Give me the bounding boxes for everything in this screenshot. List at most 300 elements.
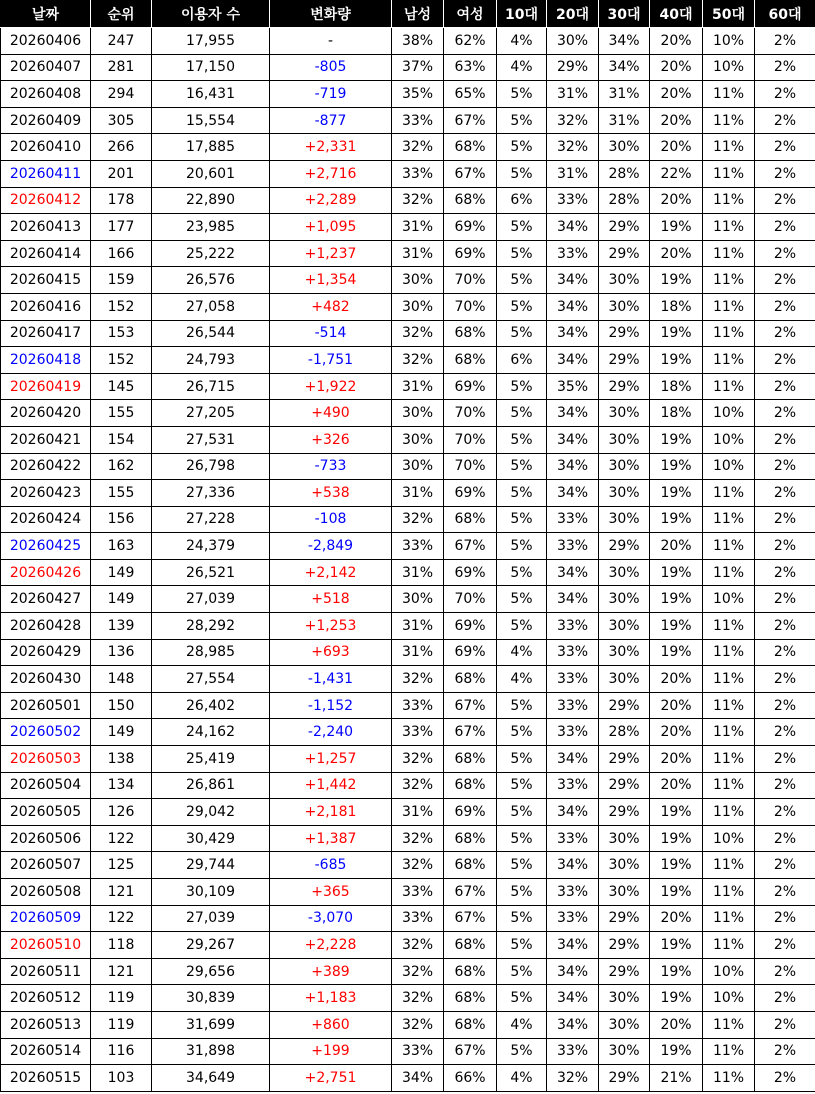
female-cell: 70% bbox=[444, 426, 497, 453]
age-50-cell: 10% bbox=[703, 426, 755, 453]
age-40-cell: 18% bbox=[650, 400, 703, 427]
table-row bbox=[1, 559, 815, 586]
male-cell: 33% bbox=[392, 905, 444, 932]
table-body bbox=[1, 28, 815, 1092]
date-cell: 20260503 bbox=[1, 746, 91, 773]
age-50-cell: 11% bbox=[703, 373, 755, 400]
users-cell: 30,839 bbox=[152, 985, 270, 1012]
table-row bbox=[1, 1065, 815, 1092]
age-50-cell: 11% bbox=[703, 905, 755, 932]
table-row bbox=[1, 825, 815, 852]
rank-cell: 266 bbox=[91, 134, 152, 161]
age-60-cell: 2% bbox=[755, 825, 815, 852]
age-60-cell: 2% bbox=[755, 533, 815, 560]
age-20-cell: 32% bbox=[547, 107, 599, 134]
age-60-cell: 2% bbox=[755, 985, 815, 1012]
rank-cell: 294 bbox=[91, 81, 152, 108]
age-20-cell: 33% bbox=[547, 772, 599, 799]
age-30-cell: 29% bbox=[599, 746, 650, 773]
table-row bbox=[1, 400, 815, 427]
users-cell: 29,744 bbox=[152, 852, 270, 879]
male-cell: 32% bbox=[392, 772, 444, 799]
date-cell: 20260501 bbox=[1, 692, 91, 719]
age-30-cell: 30% bbox=[599, 400, 650, 427]
age-40-cell: 22% bbox=[650, 160, 703, 187]
date-cell: 20260419 bbox=[1, 373, 91, 400]
age-50-cell: 11% bbox=[703, 799, 755, 826]
users-cell: 27,554 bbox=[152, 666, 270, 693]
female-cell: 68% bbox=[444, 958, 497, 985]
change-cell: -1,751 bbox=[270, 347, 392, 374]
male-cell: 31% bbox=[392, 559, 444, 586]
age-10-cell: 5% bbox=[497, 533, 547, 560]
age-30-cell: 30% bbox=[599, 1038, 650, 1065]
age-50-cell: 11% bbox=[703, 639, 755, 666]
rank-cell: 305 bbox=[91, 107, 152, 134]
date-cell: 20260514 bbox=[1, 1038, 91, 1065]
age-10-cell: 5% bbox=[497, 825, 547, 852]
users-cell: 17,885 bbox=[152, 134, 270, 161]
age-50-cell: 11% bbox=[703, 746, 755, 773]
users-cell: 27,058 bbox=[152, 293, 270, 320]
header-date: 날짜 bbox=[1, 1, 91, 28]
rank-cell: 122 bbox=[91, 905, 152, 932]
rank-cell: 149 bbox=[91, 586, 152, 613]
users-cell: 17,955 bbox=[152, 28, 270, 55]
age-50-cell: 11% bbox=[703, 134, 755, 161]
change-cell: -514 bbox=[270, 320, 392, 347]
age-50-cell: 11% bbox=[703, 214, 755, 241]
change-cell: +693 bbox=[270, 639, 392, 666]
change-cell: +1,253 bbox=[270, 613, 392, 640]
change-cell: +389 bbox=[270, 958, 392, 985]
change-cell: -877 bbox=[270, 107, 392, 134]
male-cell: 30% bbox=[392, 453, 444, 480]
date-cell: 20260411 bbox=[1, 160, 91, 187]
date-cell: 20260409 bbox=[1, 107, 91, 134]
age-30-cell: 29% bbox=[599, 347, 650, 374]
table-row bbox=[1, 639, 815, 666]
age-30-cell: 28% bbox=[599, 187, 650, 214]
users-cell: 20,601 bbox=[152, 160, 270, 187]
age-50-cell: 11% bbox=[703, 559, 755, 586]
age-20-cell: 34% bbox=[547, 799, 599, 826]
date-cell: 20260418 bbox=[1, 347, 91, 374]
change-cell: +860 bbox=[270, 1011, 392, 1038]
age-10-cell: 5% bbox=[497, 506, 547, 533]
age-40-cell: 19% bbox=[650, 480, 703, 507]
change-cell: -1,431 bbox=[270, 666, 392, 693]
users-cell: 25,222 bbox=[152, 240, 270, 267]
rank-cell: 153 bbox=[91, 320, 152, 347]
age-30-cell: 29% bbox=[599, 533, 650, 560]
age-30-cell: 30% bbox=[599, 559, 650, 586]
date-cell: 20260502 bbox=[1, 719, 91, 746]
age-10-cell: 5% bbox=[497, 293, 547, 320]
age-40-cell: 20% bbox=[650, 692, 703, 719]
age-30-cell: 30% bbox=[599, 453, 650, 480]
age-50-cell: 11% bbox=[703, 81, 755, 108]
table-row bbox=[1, 373, 815, 400]
date-cell: 20260509 bbox=[1, 905, 91, 932]
age-60-cell: 2% bbox=[755, 426, 815, 453]
change-cell: +490 bbox=[270, 400, 392, 427]
age-60-cell: 2% bbox=[755, 666, 815, 693]
age-40-cell: 19% bbox=[650, 426, 703, 453]
age-50-cell: 10% bbox=[703, 985, 755, 1012]
age-60-cell: 2% bbox=[755, 506, 815, 533]
age-30-cell: 30% bbox=[599, 852, 650, 879]
users-cell: 27,531 bbox=[152, 426, 270, 453]
age-30-cell: 30% bbox=[599, 586, 650, 613]
users-cell: 25,419 bbox=[152, 746, 270, 773]
table-row bbox=[1, 214, 815, 241]
age-40-cell: 20% bbox=[650, 772, 703, 799]
rank-cell: 121 bbox=[91, 879, 152, 906]
date-cell: 20260407 bbox=[1, 54, 91, 81]
age-30-cell: 30% bbox=[599, 134, 650, 161]
rank-cell: 119 bbox=[91, 1011, 152, 1038]
age-20-cell: 33% bbox=[547, 692, 599, 719]
table-row bbox=[1, 799, 815, 826]
change-cell: +326 bbox=[270, 426, 392, 453]
age-10-cell: 5% bbox=[497, 985, 547, 1012]
table-row bbox=[1, 347, 815, 374]
age-60-cell: 2% bbox=[755, 81, 815, 108]
male-cell: 31% bbox=[392, 639, 444, 666]
age-50-cell: 10% bbox=[703, 400, 755, 427]
age-20-cell: 34% bbox=[547, 347, 599, 374]
age-20-cell: 34% bbox=[547, 852, 599, 879]
table-row bbox=[1, 958, 815, 985]
age-50-cell: 11% bbox=[703, 1038, 755, 1065]
table-row bbox=[1, 613, 815, 640]
users-cell: 27,039 bbox=[152, 905, 270, 932]
rank-cell: 163 bbox=[91, 533, 152, 560]
age-20-cell: 33% bbox=[547, 506, 599, 533]
table-row bbox=[1, 480, 815, 507]
female-cell: 69% bbox=[444, 373, 497, 400]
rank-cell: 122 bbox=[91, 825, 152, 852]
date-cell: 20260506 bbox=[1, 825, 91, 852]
change-cell: +1,387 bbox=[270, 825, 392, 852]
rank-cell: 156 bbox=[91, 506, 152, 533]
rank-cell: 145 bbox=[91, 373, 152, 400]
header-rank: 순위 bbox=[91, 1, 152, 28]
age-40-cell: 20% bbox=[650, 533, 703, 560]
age-50-cell: 11% bbox=[703, 533, 755, 560]
change-cell: -108 bbox=[270, 506, 392, 533]
change-cell: +1,257 bbox=[270, 746, 392, 773]
users-cell: 26,861 bbox=[152, 772, 270, 799]
change-cell: +365 bbox=[270, 879, 392, 906]
rank-cell: 121 bbox=[91, 958, 152, 985]
date-cell: 20260511 bbox=[1, 958, 91, 985]
date-cell: 20260424 bbox=[1, 506, 91, 533]
date-cell: 20260406 bbox=[1, 28, 91, 55]
age-60-cell: 2% bbox=[755, 347, 815, 374]
age-20-cell: 34% bbox=[547, 426, 599, 453]
rank-cell: 118 bbox=[91, 932, 152, 959]
age-30-cell: 29% bbox=[599, 958, 650, 985]
rank-cell: 281 bbox=[91, 54, 152, 81]
users-cell: 27,205 bbox=[152, 400, 270, 427]
change-cell: +538 bbox=[270, 480, 392, 507]
users-cell: 30,429 bbox=[152, 825, 270, 852]
age-50-cell: 11% bbox=[703, 852, 755, 879]
male-cell: 32% bbox=[392, 825, 444, 852]
change-cell: -719 bbox=[270, 81, 392, 108]
age-50-cell: 10% bbox=[703, 453, 755, 480]
users-cell: 26,402 bbox=[152, 692, 270, 719]
female-cell: 68% bbox=[444, 1011, 497, 1038]
change-cell: +2,181 bbox=[270, 799, 392, 826]
change-cell: +2,716 bbox=[270, 160, 392, 187]
female-cell: 70% bbox=[444, 400, 497, 427]
age-60-cell: 2% bbox=[755, 1011, 815, 1038]
users-cell: 24,793 bbox=[152, 347, 270, 374]
age-10-cell: 6% bbox=[497, 187, 547, 214]
date-cell: 20260410 bbox=[1, 134, 91, 161]
age-30-cell: 34% bbox=[599, 54, 650, 81]
header-male: 남성 bbox=[392, 1, 444, 28]
age-30-cell: 30% bbox=[599, 293, 650, 320]
table-row bbox=[1, 1038, 815, 1065]
male-cell: 33% bbox=[392, 533, 444, 560]
date-cell: 20260512 bbox=[1, 985, 91, 1012]
age-60-cell: 2% bbox=[755, 1065, 815, 1092]
rank-cell: 152 bbox=[91, 293, 152, 320]
age-40-cell: 19% bbox=[650, 825, 703, 852]
age-40-cell: 19% bbox=[650, 506, 703, 533]
users-cell: 26,715 bbox=[152, 373, 270, 400]
age-50-cell: 10% bbox=[703, 825, 755, 852]
age-10-cell: 5% bbox=[497, 1038, 547, 1065]
female-cell: 67% bbox=[444, 160, 497, 187]
age-10-cell: 5% bbox=[497, 613, 547, 640]
age-10-cell: 4% bbox=[497, 1011, 547, 1038]
age-60-cell: 2% bbox=[755, 160, 815, 187]
age-10-cell: 6% bbox=[497, 347, 547, 374]
table-row bbox=[1, 932, 815, 959]
age-50-cell: 11% bbox=[703, 879, 755, 906]
date-cell: 20260425 bbox=[1, 533, 91, 560]
female-cell: 70% bbox=[444, 267, 497, 294]
age-60-cell: 2% bbox=[755, 905, 815, 932]
age-40-cell: 19% bbox=[650, 799, 703, 826]
age-10-cell: 5% bbox=[497, 320, 547, 347]
rank-cell: 155 bbox=[91, 400, 152, 427]
female-cell: 66% bbox=[444, 1065, 497, 1092]
age-50-cell: 11% bbox=[703, 772, 755, 799]
age-60-cell: 2% bbox=[755, 1038, 815, 1065]
change-cell: +1,354 bbox=[270, 267, 392, 294]
age-50-cell: 10% bbox=[703, 586, 755, 613]
age-40-cell: 19% bbox=[650, 559, 703, 586]
male-cell: 33% bbox=[392, 879, 444, 906]
rank-cell: 103 bbox=[91, 1065, 152, 1092]
table-row bbox=[1, 666, 815, 693]
age-20-cell: 33% bbox=[547, 1038, 599, 1065]
users-cell: 29,267 bbox=[152, 932, 270, 959]
date-cell: 20260430 bbox=[1, 666, 91, 693]
age-20-cell: 33% bbox=[547, 187, 599, 214]
female-cell: 68% bbox=[444, 320, 497, 347]
change-cell: +2,142 bbox=[270, 559, 392, 586]
age-40-cell: 19% bbox=[650, 613, 703, 640]
age-40-cell: 20% bbox=[650, 81, 703, 108]
age-60-cell: 2% bbox=[755, 54, 815, 81]
date-cell: 20260504 bbox=[1, 772, 91, 799]
age-60-cell: 2% bbox=[755, 932, 815, 959]
age-10-cell: 5% bbox=[497, 746, 547, 773]
age-30-cell: 30% bbox=[599, 825, 650, 852]
table-row bbox=[1, 81, 815, 108]
age-60-cell: 2% bbox=[755, 639, 815, 666]
age-40-cell: 18% bbox=[650, 293, 703, 320]
age-20-cell: 34% bbox=[547, 320, 599, 347]
female-cell: 68% bbox=[444, 746, 497, 773]
age-30-cell: 30% bbox=[599, 879, 650, 906]
age-30-cell: 30% bbox=[599, 506, 650, 533]
female-cell: 68% bbox=[444, 666, 497, 693]
age-30-cell: 29% bbox=[599, 240, 650, 267]
age-20-cell: 34% bbox=[547, 267, 599, 294]
age-20-cell: 33% bbox=[547, 613, 599, 640]
age-30-cell: 29% bbox=[599, 905, 650, 932]
age-60-cell: 2% bbox=[755, 692, 815, 719]
male-cell: 31% bbox=[392, 240, 444, 267]
male-cell: 31% bbox=[392, 214, 444, 241]
date-cell: 20260507 bbox=[1, 852, 91, 879]
header-age-40: 40대 bbox=[650, 1, 703, 28]
users-cell: 15,554 bbox=[152, 107, 270, 134]
female-cell: 68% bbox=[444, 985, 497, 1012]
age-30-cell: 30% bbox=[599, 426, 650, 453]
age-50-cell: 11% bbox=[703, 347, 755, 374]
rank-cell: 178 bbox=[91, 187, 152, 214]
age-40-cell: 20% bbox=[650, 28, 703, 55]
male-cell: 32% bbox=[392, 746, 444, 773]
age-40-cell: 20% bbox=[650, 54, 703, 81]
table-row bbox=[1, 506, 815, 533]
change-cell: +2,751 bbox=[270, 1065, 392, 1092]
header-change: 변화량 bbox=[270, 1, 392, 28]
age-50-cell: 11% bbox=[703, 719, 755, 746]
table-row bbox=[1, 772, 815, 799]
users-cell: 28,292 bbox=[152, 613, 270, 640]
age-40-cell: 19% bbox=[650, 586, 703, 613]
rank-cell: 166 bbox=[91, 240, 152, 267]
age-30-cell: 30% bbox=[599, 1011, 650, 1038]
table-row bbox=[1, 54, 815, 81]
date-cell: 20260408 bbox=[1, 81, 91, 108]
date-cell: 20260427 bbox=[1, 586, 91, 613]
users-cell: 24,379 bbox=[152, 533, 270, 560]
rank-cell: 154 bbox=[91, 426, 152, 453]
male-cell: 32% bbox=[392, 187, 444, 214]
age-30-cell: 30% bbox=[599, 985, 650, 1012]
age-50-cell: 10% bbox=[703, 28, 755, 55]
users-cell: 31,699 bbox=[152, 1011, 270, 1038]
male-cell: 33% bbox=[392, 1038, 444, 1065]
age-50-cell: 11% bbox=[703, 293, 755, 320]
age-50-cell: 11% bbox=[703, 320, 755, 347]
rank-cell: 134 bbox=[91, 772, 152, 799]
age-40-cell: 19% bbox=[650, 639, 703, 666]
age-60-cell: 2% bbox=[755, 480, 815, 507]
female-cell: 67% bbox=[444, 107, 497, 134]
age-10-cell: 5% bbox=[497, 480, 547, 507]
age-60-cell: 2% bbox=[755, 28, 815, 55]
age-20-cell: 33% bbox=[547, 719, 599, 746]
age-20-cell: 34% bbox=[547, 214, 599, 241]
female-cell: 68% bbox=[444, 852, 497, 879]
age-10-cell: 5% bbox=[497, 719, 547, 746]
male-cell: 32% bbox=[392, 320, 444, 347]
age-10-cell: 5% bbox=[497, 373, 547, 400]
date-cell: 20260505 bbox=[1, 799, 91, 826]
age-20-cell: 33% bbox=[547, 666, 599, 693]
age-10-cell: 5% bbox=[497, 932, 547, 959]
age-20-cell: 34% bbox=[547, 559, 599, 586]
age-50-cell: 11% bbox=[703, 480, 755, 507]
male-cell: 35% bbox=[392, 81, 444, 108]
change-cell: - bbox=[270, 28, 392, 55]
age-20-cell: 30% bbox=[547, 28, 599, 55]
users-cell: 27,336 bbox=[152, 480, 270, 507]
change-cell: +2,228 bbox=[270, 932, 392, 959]
users-cell: 29,656 bbox=[152, 958, 270, 985]
age-10-cell: 5% bbox=[497, 214, 547, 241]
users-cell: 27,228 bbox=[152, 506, 270, 533]
age-30-cell: 31% bbox=[599, 107, 650, 134]
male-cell: 31% bbox=[392, 799, 444, 826]
male-cell: 31% bbox=[392, 613, 444, 640]
users-cell: 30,109 bbox=[152, 879, 270, 906]
users-cell: 22,890 bbox=[152, 187, 270, 214]
age-20-cell: 33% bbox=[547, 639, 599, 666]
age-60-cell: 2% bbox=[755, 958, 815, 985]
male-cell: 33% bbox=[392, 719, 444, 746]
female-cell: 65% bbox=[444, 81, 497, 108]
male-cell: 32% bbox=[392, 666, 444, 693]
date-cell: 20260513 bbox=[1, 1011, 91, 1038]
age-40-cell: 19% bbox=[650, 320, 703, 347]
age-20-cell: 33% bbox=[547, 240, 599, 267]
rank-cell: 148 bbox=[91, 666, 152, 693]
rank-cell: 177 bbox=[91, 214, 152, 241]
age-20-cell: 33% bbox=[547, 533, 599, 560]
age-20-cell: 34% bbox=[547, 453, 599, 480]
table-row bbox=[1, 187, 815, 214]
age-10-cell: 5% bbox=[497, 160, 547, 187]
change-cell: +2,331 bbox=[270, 134, 392, 161]
age-40-cell: 20% bbox=[650, 905, 703, 932]
age-40-cell: 20% bbox=[650, 666, 703, 693]
age-10-cell: 4% bbox=[497, 54, 547, 81]
female-cell: 69% bbox=[444, 559, 497, 586]
age-60-cell: 2% bbox=[755, 586, 815, 613]
rank-cell: 155 bbox=[91, 480, 152, 507]
age-10-cell: 5% bbox=[497, 559, 547, 586]
date-cell: 20260413 bbox=[1, 214, 91, 241]
header-age-50: 50대 bbox=[703, 1, 755, 28]
users-cell: 29,042 bbox=[152, 799, 270, 826]
age-40-cell: 19% bbox=[650, 1038, 703, 1065]
age-10-cell: 5% bbox=[497, 852, 547, 879]
change-cell: +1,183 bbox=[270, 985, 392, 1012]
